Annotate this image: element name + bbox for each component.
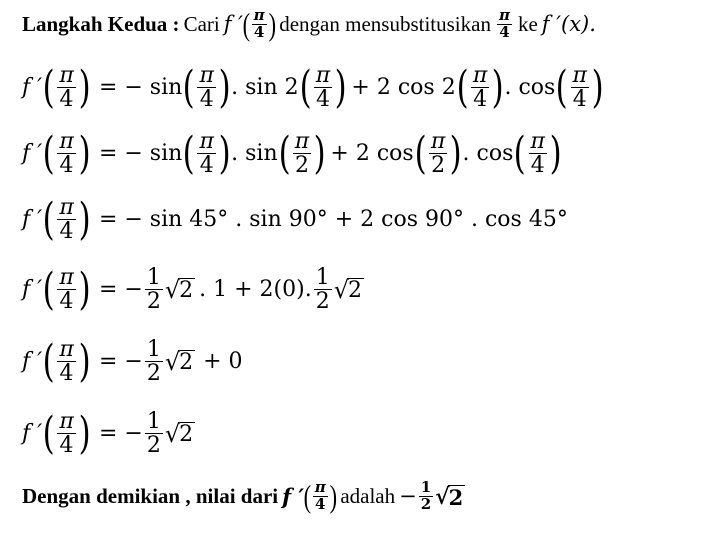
step-line-6: f ′ ( $\frac{\pi}{4}$ ) = − $\frac{1}{2}$ √ 2 (22, 407, 194, 459)
minus-sign: − (399, 483, 417, 508)
step-heading (22, 8, 707, 41)
pi-over-4-argument: ( $\frac{\pi}{4}$ ) (242, 6, 276, 43)
step-line-3: f ′ ( $\frac{\pi}{4}$ ) = − sin 45° . sin 90° + 2 cos 90° . cos 45° (22, 193, 568, 245)
fprime-symbol: f ′ (223, 11, 243, 36)
heading-text-3: ke (517, 11, 538, 36)
sqrt-two: √ 2 (435, 483, 464, 510)
pi-over-4-fraction: $\frac{\pi}{4}$ (498, 6, 510, 41)
step-line-4: f ′ ( $\frac{\pi}{4}$ ) = − $\frac{1}{2}$ √ 2 . 1 + 2(0). $\frac{1}{2}$ √ 2 (22, 263, 362, 315)
pi-over-4-argument-bold: ( $\frac{\pi}{4}$ ) (303, 478, 337, 515)
heading-text-2: dengan mensubstitusikan (279, 11, 491, 36)
fx-expression: f ′(x). (541, 11, 596, 36)
step-label: Langkah Kedua : (22, 11, 180, 36)
step-line-5: f ′ ( $\frac{\pi}{4}$ ) = − $\frac{1}{2}$ √ 2 + 0 (22, 335, 243, 387)
conclusion-text-2: adalah (340, 483, 396, 508)
heading-text-1: Cari (183, 11, 220, 36)
conclusion-line (22, 480, 707, 513)
step-line-2: f ′ ( $\frac{\pi}{4}$ ) = − sin ( $\frac{\pi}{4}$ ) . sin ( $\frac{\pi}{2}$ ) + 2 cos ( $\frac{\pi}{2}$ ) . cos ( $\frac{\pi}{4}$ ) (22, 127, 562, 179)
one-half-fraction: $\frac{1}{2}$ (420, 478, 432, 513)
fprime-symbol-bold: f ′ (282, 483, 305, 509)
step-line-1: f ′ ( $\frac{\pi}{4}$ ) = − sin ( $\frac{\pi}{4}$ ) . sin 2 ( $\frac{\pi}{4}$ ) + 2 cos 2 ( $\frac{\pi}{4}$ ) . cos ( $\frac{\pi}{4}$ ) (22, 61, 604, 113)
conclusion-text-1: Dengan demikian , nilai dari (22, 483, 279, 508)
